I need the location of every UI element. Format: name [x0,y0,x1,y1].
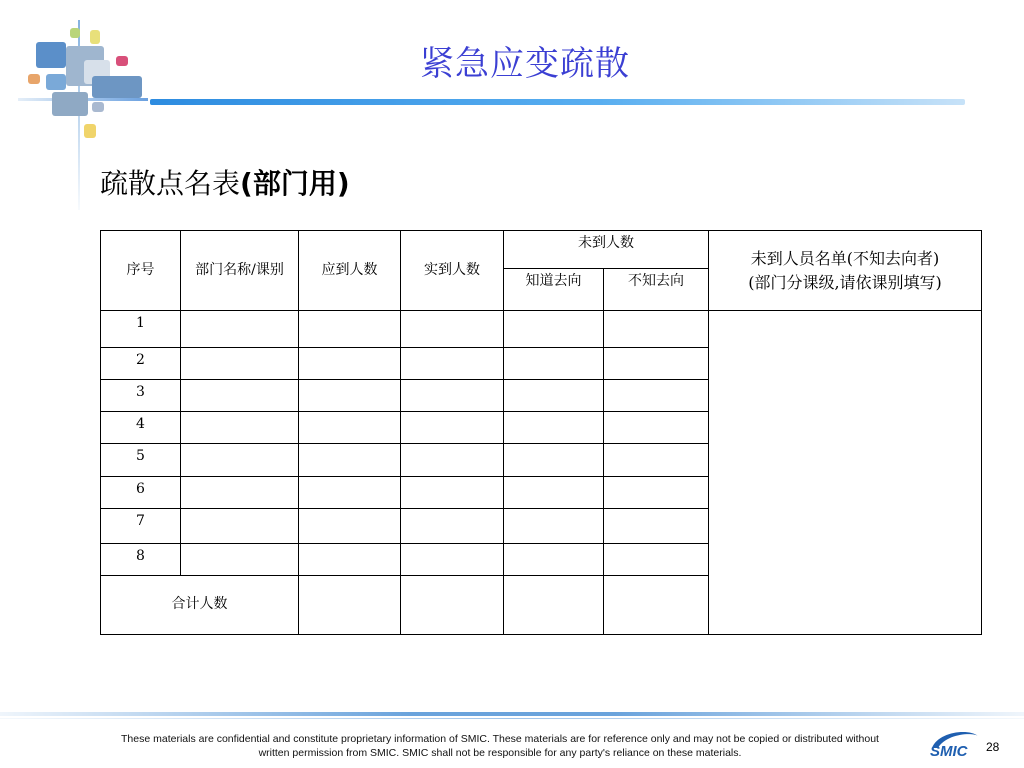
cell-expected[interactable] [299,509,401,544]
cell-actual[interactable] [401,477,504,509]
row-serial: 6 [101,477,181,509]
row-serial: 8 [101,544,181,576]
cell-total-expected[interactable] [299,576,401,635]
cell-absent-known[interactable] [504,509,604,544]
cell-absent-unknown[interactable] [604,477,709,509]
logo-photo [92,76,142,98]
row-serial: 7 [101,509,181,544]
row-serial: 4 [101,412,181,444]
logo-square [84,124,96,138]
footer-divider [0,712,1024,716]
cell-department[interactable] [181,477,299,509]
cell-absent-known[interactable] [504,348,604,380]
cell-actual[interactable] [401,544,504,576]
row-serial: 2 [101,348,181,380]
cell-absent-known[interactable] [504,412,604,444]
cell-total-absent-unknown[interactable] [604,576,709,635]
cell-absent-unknown[interactable] [604,348,709,380]
footer-divider-thin [0,718,1024,719]
logo-square [70,28,80,38]
cell-actual[interactable] [401,311,504,348]
cell-actual[interactable] [401,348,504,380]
cell-absent-known[interactable] [504,311,604,348]
logo-square [36,42,66,68]
cell-department[interactable] [181,412,299,444]
row-serial: 5 [101,444,181,477]
cell-expected[interactable] [299,348,401,380]
cell-actual[interactable] [401,412,504,444]
cell-total-absent-known[interactable] [504,576,604,635]
logo-square [46,74,66,90]
cell-expected[interactable] [299,477,401,509]
logo-square [92,102,104,112]
header-absent-list-line2: (部门分课级,请依课别填写) [748,272,942,292]
logo-photo [52,92,88,116]
cell-department[interactable] [181,348,299,380]
cell-absent-known[interactable] [504,444,604,477]
smic-logo [928,726,980,762]
cell-expected[interactable] [299,544,401,576]
cell-actual[interactable] [401,380,504,412]
cell-absent-known[interactable] [504,477,604,509]
table-title [100,162,350,202]
page-number: 28 [986,740,1000,754]
header-expected: 应到人数 [299,231,401,311]
cell-department[interactable] [181,444,299,477]
cell-actual[interactable] [401,509,504,544]
cell-absent-unknown[interactable] [604,444,709,477]
logo-square [28,74,40,84]
total-label: 合计人数 [101,576,299,635]
cell-absent-name-list[interactable] [709,311,982,635]
slide-title: 紧急应变疏散 [420,44,630,84]
cell-expected[interactable] [299,311,401,348]
cell-absent-unknown[interactable] [604,509,709,544]
title-underline-bar [150,99,965,105]
cell-absent-unknown[interactable] [604,380,709,412]
cell-total-actual[interactable] [401,576,504,635]
header-absent-unknown: 不知去向 [604,269,709,311]
header-absent-list [709,231,982,311]
cell-actual[interactable] [401,444,504,477]
cell-department[interactable] [181,509,299,544]
evacuation-rollcall-table [100,230,982,635]
logo-square [90,30,100,44]
header-serial: 序号 [101,231,181,311]
cell-expected[interactable] [299,380,401,412]
disclaimer-line2: written permission from SMIC. SMIC shall not be responsible for any party's reliance on these materials. [258,747,742,759]
confidentiality-disclaimer [70,732,930,760]
header-actual: 实到人数 [401,231,504,311]
row-serial: 3 [101,380,181,412]
disclaimer-line1: These materials are confidential and constitute proprietary information of SMIC. These materials are for reference only and may not be copied or distributed without [121,733,879,745]
table-title-main: 疏散点名表 [100,167,241,200]
header-department: 部门名称/课别 [181,231,299,311]
cell-expected[interactable] [299,412,401,444]
header-absent-group: 未到人数 [504,231,709,269]
cell-absent-unknown[interactable] [604,544,709,576]
smic-logo-text: SMIC [930,743,968,760]
cell-absent-unknown[interactable] [604,311,709,348]
header-absent-known: 知道去向 [504,269,604,311]
cell-absent-unknown[interactable] [604,412,709,444]
row-serial: 1 [101,311,181,348]
cell-absent-known[interactable] [504,380,604,412]
cell-expected[interactable] [299,444,401,477]
cell-department[interactable] [181,544,299,576]
header-absent-list-line1: 未到人员名单(不知去向者) [750,249,940,269]
cell-department[interactable] [181,380,299,412]
logo-square [116,56,128,66]
table-title-paren: (部门用) [240,167,350,200]
cell-department[interactable] [181,311,299,348]
cell-absent-known[interactable] [504,544,604,576]
